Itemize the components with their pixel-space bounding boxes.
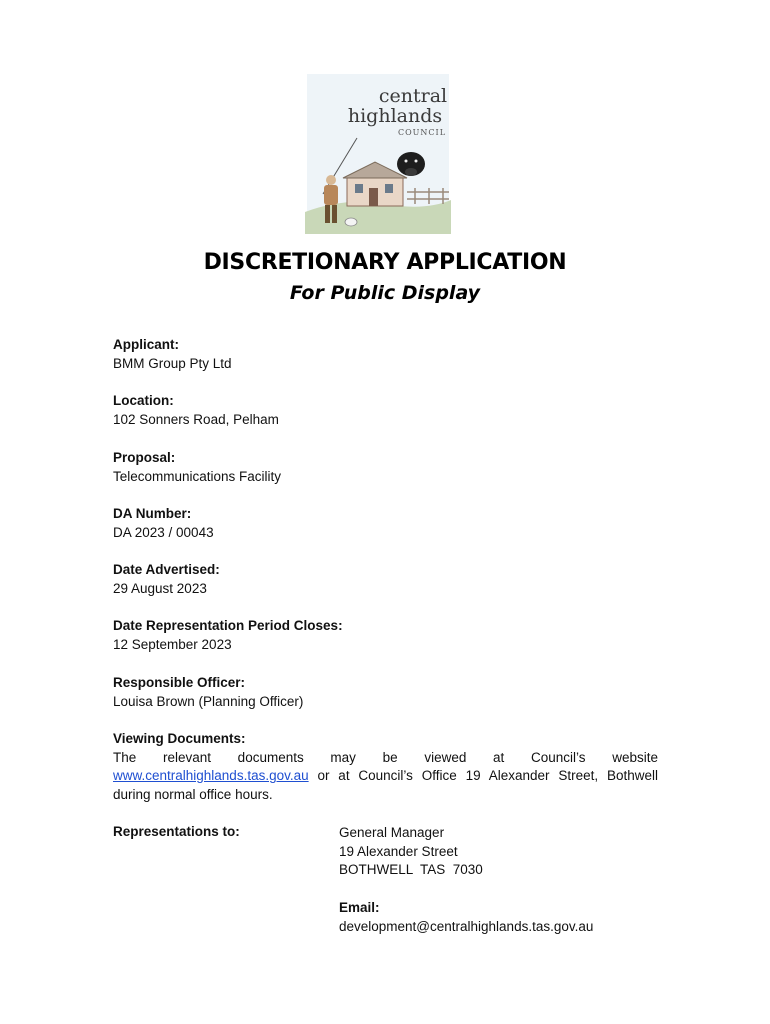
viewing-section xyxy=(113,730,658,804)
representations-label: Representations to: xyxy=(113,824,240,839)
da-number-section xyxy=(113,505,658,542)
officer-section xyxy=(113,674,658,711)
logo-text-council: COUNCIL xyxy=(397,128,447,137)
email-label: Email: xyxy=(339,900,380,915)
council-logo xyxy=(305,72,451,234)
date-advertised-value: 29 August 2023 xyxy=(113,580,207,596)
period-closes-section xyxy=(113,617,658,654)
da-number-label: DA Number: xyxy=(113,506,192,521)
date-advertised-label: Date Advertised: xyxy=(113,562,220,577)
email-address[interactable]: development@centralhighlands.tas.gov.au xyxy=(339,918,594,934)
date-advertised-section xyxy=(113,561,658,598)
location-section xyxy=(113,392,658,429)
address-line-1: General Manager xyxy=(339,825,445,840)
viewing-text-after: or at Council’s Office 19 Alexander Street, Bothwell during normal office hours. xyxy=(113,768,658,802)
council-logo-graphic xyxy=(305,72,451,234)
da-number-value: DA 2023 / 00043 xyxy=(113,524,214,540)
officer-value: Louisa Brown (Planning Officer) xyxy=(113,693,304,709)
proposal-section xyxy=(113,449,658,486)
applicant-section xyxy=(113,336,658,373)
proposal-label: Proposal: xyxy=(113,450,176,465)
representations-address xyxy=(339,824,483,880)
logo-text-highlands: highlands xyxy=(347,105,443,127)
viewing-text-before: The relevant documents may be viewed at Council’s website xyxy=(113,749,658,765)
viewing-text xyxy=(113,749,658,805)
location-value: 102 Sonners Road, Pelham xyxy=(113,411,279,427)
email-section xyxy=(339,899,593,936)
council-website-link[interactable]: www.centralhighlands.tas.gov.au xyxy=(113,768,309,783)
proposal-value: Telecommunications Facility xyxy=(113,468,282,484)
applicant-value: BMM Group Pty Ltd xyxy=(113,355,232,371)
period-closes-value: 12 September 2023 xyxy=(113,636,232,652)
address-line-3: BOTHWELL TAS 7030 xyxy=(339,862,483,877)
address-line-2: 19 Alexander Street xyxy=(339,843,458,859)
viewing-label: Viewing Documents: xyxy=(113,731,246,746)
officer-label: Responsible Officer: xyxy=(113,675,246,690)
applicant-label: Applicant: xyxy=(113,337,179,352)
page-subtitle: For Public Display xyxy=(289,282,481,304)
page-title: DISCRETIONARY APPLICATION xyxy=(203,250,567,275)
location-label: Location: xyxy=(113,393,174,408)
period-closes-label: Date Representation Period Closes: xyxy=(113,618,343,633)
logo-text-central: central xyxy=(378,85,448,107)
